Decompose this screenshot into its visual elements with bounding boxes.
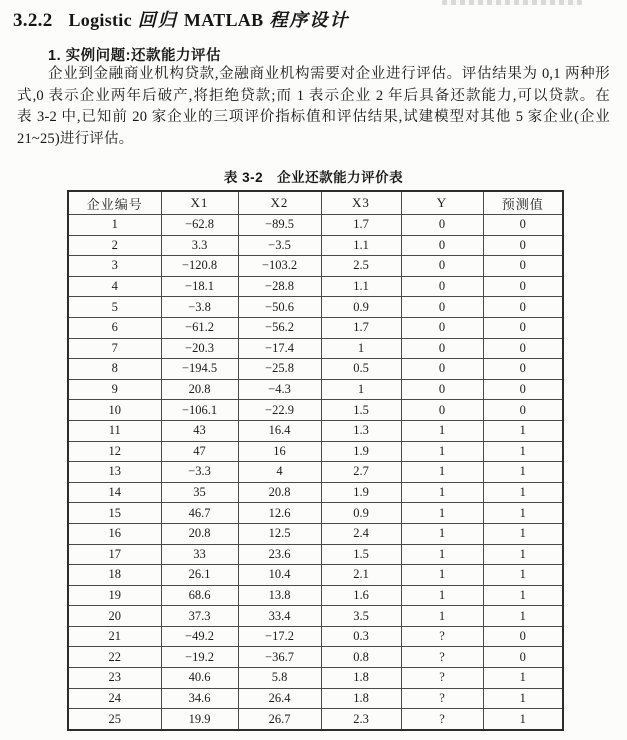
table-cell: 1 (401, 606, 483, 627)
table-cell: −4.3 (238, 379, 321, 400)
table-cell: −106.1 (161, 400, 238, 421)
table-cell: 1 (401, 441, 483, 462)
table-cell: 2.1 (321, 565, 401, 586)
table-cell: 1 (483, 565, 563, 586)
table-cell: −120.8 (161, 256, 238, 277)
column-header: Y (401, 191, 483, 215)
table-row (68, 647, 563, 668)
table-cell: −25.8 (238, 359, 321, 380)
column-header: 企业编号 (68, 191, 161, 215)
table-cell: 43 (161, 420, 238, 441)
title-word-logistic: Logistic (68, 10, 132, 30)
title-word-program-design: 程序设计 (269, 10, 350, 30)
table-cell: −56.2 (238, 317, 321, 338)
table-row (68, 544, 563, 565)
table-cell: 3.5 (321, 606, 401, 627)
table-row (68, 215, 563, 236)
table-cell: 0.3 (321, 626, 401, 647)
table-cell: 1 (321, 338, 401, 359)
table-cell: 23 (68, 668, 161, 689)
table-cell: 4 (68, 276, 161, 297)
table-row (68, 462, 563, 483)
table-cell: 1.9 (321, 482, 401, 503)
table-cell: 1 (483, 503, 563, 524)
table-cell: 1 (401, 462, 483, 483)
table-cell: 12 (68, 441, 161, 462)
table-cell: 46.7 (161, 503, 238, 524)
table-row (68, 235, 563, 256)
table-cell: ? (401, 688, 483, 709)
table-cell: 26.1 (161, 565, 238, 586)
table-cell: 20.8 (238, 482, 321, 503)
table-row (68, 297, 563, 318)
table-cell: 0 (483, 276, 563, 297)
paragraph-line: 21~25)进行评估。 (17, 130, 134, 147)
table-cell: −3.3 (161, 462, 238, 483)
table-row (68, 441, 563, 462)
table-cell: 1.6 (321, 585, 401, 606)
table-cell: 1.7 (321, 215, 401, 236)
table-cell: 0.8 (321, 647, 401, 668)
table-cell: 20 (68, 606, 161, 627)
column-header: 预测值 (483, 191, 563, 215)
table-cell: 1 (483, 544, 563, 565)
table-cell: 1 (483, 668, 563, 689)
table-cell: 1 (483, 420, 563, 441)
table-cell: 1 (483, 709, 563, 730)
table-cell: 0 (401, 215, 483, 236)
table-cell: 11 (68, 420, 161, 441)
table-cell: 8 (68, 359, 161, 380)
table-cell: −49.2 (161, 626, 238, 647)
section-title (13, 6, 352, 32)
table-cell: 1.1 (321, 235, 401, 256)
table-cell: 15 (68, 503, 161, 524)
table-cell: 13.8 (238, 585, 321, 606)
table-row (68, 420, 563, 441)
table-cell: 12.6 (238, 503, 321, 524)
table-cell: 68.6 (161, 585, 238, 606)
table-cell: 0 (401, 235, 483, 256)
table-header-row (68, 191, 563, 215)
table-cell: 26.4 (238, 688, 321, 709)
table-cell: 1.5 (321, 544, 401, 565)
table-cell: 0 (483, 215, 563, 236)
table-cell: −194.5 (161, 359, 238, 380)
table-cell: 1.1 (321, 276, 401, 297)
table-cell: 1 (401, 544, 483, 565)
table-cell: 2.3 (321, 709, 401, 730)
table-cell: 19.9 (161, 709, 238, 730)
table-cell: 1 (483, 482, 563, 503)
table-cell: ? (401, 709, 483, 730)
table-row (68, 317, 563, 338)
table-cell: 3 (68, 256, 161, 277)
table-cell: 10.4 (238, 565, 321, 586)
table-cell: −18.1 (161, 276, 238, 297)
table-row (68, 338, 563, 359)
table-cell: 1.8 (321, 668, 401, 689)
table-row (68, 379, 563, 400)
table-row (68, 709, 563, 730)
table-cell: −3.5 (238, 235, 321, 256)
table-cell: 0 (483, 647, 563, 668)
table-row (68, 482, 563, 503)
table-cell: 1 (401, 420, 483, 441)
table-cell: 37.3 (161, 606, 238, 627)
table-cell: 3.3 (161, 235, 238, 256)
table-cell: 5 (68, 297, 161, 318)
table-cell: 0 (483, 359, 563, 380)
table-row (68, 626, 563, 647)
table-cell: 14 (68, 482, 161, 503)
table-cell: 1 (401, 585, 483, 606)
table-cell: 2.5 (321, 256, 401, 277)
table-cell: −103.2 (238, 256, 321, 277)
table-cell: 35 (161, 482, 238, 503)
table-cell: 5.8 (238, 668, 321, 689)
table-row (68, 565, 563, 586)
table-row (68, 276, 563, 297)
table-cell: 1.5 (321, 400, 401, 421)
table-cell: 10 (68, 400, 161, 421)
table-cell: 1 (321, 379, 401, 400)
table-cell: ? (401, 626, 483, 647)
table-cell: 0 (401, 317, 483, 338)
table-cell: 1 (68, 215, 161, 236)
table-row (68, 256, 563, 277)
table-cell: 20.8 (161, 379, 238, 400)
table-cell: −3.8 (161, 297, 238, 318)
table-cell: −22.9 (238, 400, 321, 421)
table-cell: 24 (68, 688, 161, 709)
table-cell: 0.9 (321, 503, 401, 524)
title-word-matlab: MATLAB (183, 10, 264, 30)
table-cell: 0 (401, 379, 483, 400)
table-row (68, 523, 563, 544)
table-cell: 4 (238, 462, 321, 483)
table-cell: 17 (68, 544, 161, 565)
table-cell: 0 (401, 276, 483, 297)
table-cell: 9 (68, 379, 161, 400)
table-cell: 0.5 (321, 359, 401, 380)
table-cell: 2.4 (321, 523, 401, 544)
table-cell: 1 (401, 523, 483, 544)
table-cell: 1 (401, 482, 483, 503)
table-row (68, 359, 563, 380)
table-cell: 1.7 (321, 317, 401, 338)
table-cell: 0 (483, 338, 563, 359)
paragraph-line: 企业到金融商业机构贷款,金融商业机构需要对企业进行评估。评估结果为 0,1 两种形 (48, 66, 610, 82)
paragraph-line: 表 3-2 中,已知前 20 家企业的三项评价指标值和评估结果,试建模型对其他 5 家企业(企业 (17, 109, 610, 126)
table-cell: 1 (483, 585, 563, 606)
table-cell: −36.7 (238, 647, 321, 668)
table-cell: 16 (238, 441, 321, 462)
table-cell: 0 (483, 626, 563, 647)
table-cell: 1.9 (321, 441, 401, 462)
table-cell: 2 (68, 235, 161, 256)
table-cell: 0.9 (321, 297, 401, 318)
table-cell: 34.6 (161, 688, 238, 709)
table-cell: −17.2 (238, 626, 321, 647)
paragraph-line: 式,0 表示企业两年后破产,将拒绝贷款;而 1 表示企业 2 年后具备还款能力,可以贷款。在 (17, 87, 610, 104)
table-cell: 12.5 (238, 523, 321, 544)
table-cell: 47 (161, 441, 238, 462)
table-cell: −89.5 (238, 215, 321, 236)
table-cell: 1.3 (321, 420, 401, 441)
table-cell: 0 (483, 317, 563, 338)
table-row (68, 688, 563, 709)
table-row (68, 606, 563, 627)
table-cell: 1 (483, 523, 563, 544)
section-number: 3.2.2 (13, 10, 53, 31)
table-cell: 0 (483, 235, 563, 256)
table-row (68, 668, 563, 689)
table-cell: 16.4 (238, 420, 321, 441)
table-cell: 0 (401, 338, 483, 359)
table-cell: 1 (483, 606, 563, 627)
table-caption-label: 表 3-2 (223, 170, 264, 185)
evaluation-table (67, 190, 564, 731)
table-caption-name: 企业还款能力评价表 (277, 170, 404, 185)
column-header: X2 (238, 191, 321, 215)
table-cell: 16 (68, 523, 161, 544)
table-cell: 0 (401, 400, 483, 421)
table-cell: 23.6 (238, 544, 321, 565)
table-cell: ? (401, 668, 483, 689)
column-header: X1 (161, 191, 238, 215)
table-cell: 19 (68, 585, 161, 606)
table-cell: 0 (483, 297, 563, 318)
table-cell: −20.3 (161, 338, 238, 359)
table-cell: −28.8 (238, 276, 321, 297)
table-cell: 7 (68, 338, 161, 359)
table-cell: 0 (483, 256, 563, 277)
scan-artifact (442, 0, 582, 5)
table-cell: 21 (68, 626, 161, 647)
table-cell: 0 (401, 359, 483, 380)
table-cell: 22 (68, 647, 161, 668)
table-caption (0, 166, 627, 186)
table-cell: ? (401, 647, 483, 668)
column-header: X3 (321, 191, 401, 215)
table-cell: 0 (401, 256, 483, 277)
table-cell: −19.2 (161, 647, 238, 668)
table-cell: 26.7 (238, 709, 321, 730)
table-cell: 0 (401, 297, 483, 318)
table-row (68, 503, 563, 524)
table-cell: −62.8 (161, 215, 238, 236)
table-cell: −61.2 (161, 317, 238, 338)
table-cell: 2.7 (321, 462, 401, 483)
table-cell: 40.6 (161, 668, 238, 689)
title-word-regression: 回归 (137, 10, 178, 30)
intro-paragraph (17, 64, 610, 150)
table-cell: 0 (483, 379, 563, 400)
table-cell: 1 (483, 441, 563, 462)
table-cell: 1.8 (321, 688, 401, 709)
table-cell: 25 (68, 709, 161, 730)
table-cell: 13 (68, 462, 161, 483)
table-body (68, 215, 563, 730)
table-cell: 20.8 (161, 523, 238, 544)
table-cell: 1 (483, 462, 563, 483)
table-cell: 1 (483, 688, 563, 709)
table-cell: −50.6 (238, 297, 321, 318)
subsection-heading: 1. 实例问题:还款能力评估 (48, 48, 221, 64)
table-cell: 6 (68, 317, 161, 338)
table-cell: 33 (161, 544, 238, 565)
table-cell: 1 (401, 503, 483, 524)
table-cell: −17.4 (238, 338, 321, 359)
table-cell: 1 (401, 565, 483, 586)
table-cell: 18 (68, 565, 161, 586)
table-row (68, 400, 563, 421)
table-cell: 33.4 (238, 606, 321, 627)
table-row (68, 585, 563, 606)
table-cell: 0 (483, 400, 563, 421)
